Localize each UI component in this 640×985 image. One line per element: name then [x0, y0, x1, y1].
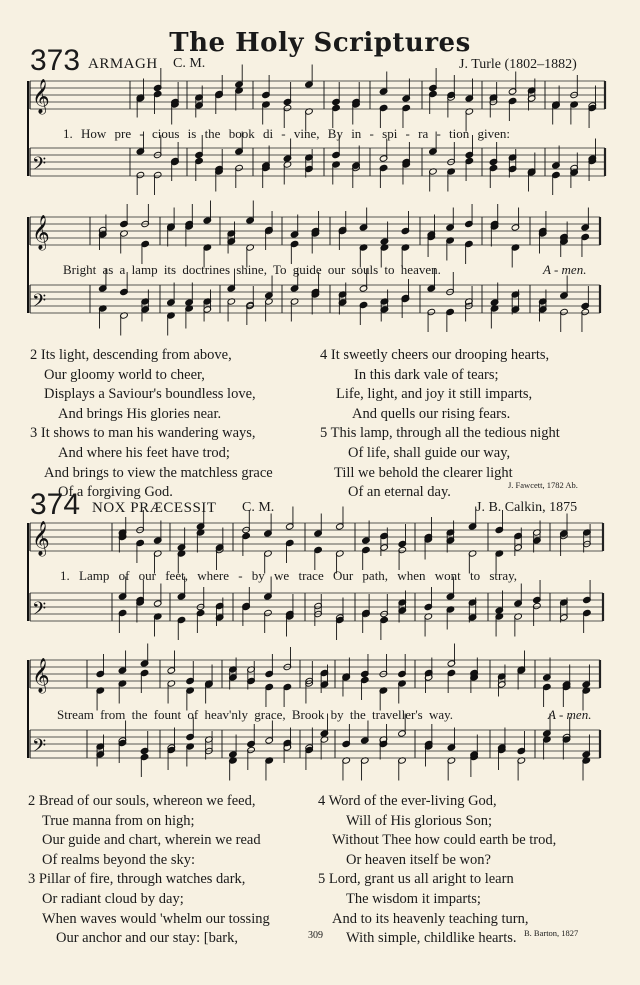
verse-line: Till we behold the clearer light: [334, 464, 513, 481]
bass-clef-icon: 𝄢: [32, 291, 47, 316]
verse-line: Our anchor and our stay: [bark,: [56, 930, 238, 947]
verse-line: And where his feet have trod;: [58, 444, 230, 461]
bass-clef-icon: 𝄢: [32, 599, 47, 624]
amen-label: A - men.: [548, 707, 592, 722]
meter: C. M.: [173, 56, 206, 71]
verse-line: 3 Pillar of fire, through watches dark,: [28, 871, 246, 888]
verses-left: [28, 792, 270, 949]
verse-line: Of an eternal day.: [348, 484, 451, 501]
lyric-line: Stream from the fount of heav'nly grace, Brook by the traveller's way.: [57, 707, 454, 722]
author-credit: B. Barton, 1827: [524, 928, 579, 938]
verse-line: In this dark vale of tears;: [354, 366, 499, 383]
lyric-line: Bright as a lamp its doctrines shine, To guide our souls to heaven.: [63, 262, 441, 277]
hymn-number: 374: [30, 488, 81, 521]
treble-clef-icon: 𝄞: [32, 521, 50, 556]
verse-line: And to its heavenly teaching turn,: [332, 910, 529, 927]
verse-line: Or heaven itself be won?: [346, 851, 491, 868]
verse-line: When waves would 'whelm our tossing: [42, 910, 270, 927]
verse-line: The wisdom it imparts;: [346, 890, 481, 907]
verse-line: Of realms beyond the sky:: [42, 851, 196, 868]
page-title: The Holy Scriptures: [169, 28, 471, 58]
verse-line: Of a forgiving God.: [58, 484, 173, 501]
amen-label: A - men.: [543, 262, 587, 277]
verse-line: 2 Its light, descending from above,: [30, 347, 232, 363]
treble-clef-icon: 𝄞: [32, 658, 50, 693]
verse-line: 4 Word of the ever-living God,: [318, 793, 497, 809]
verse-line: 5 This lamp, through all the tedious night: [320, 425, 560, 442]
bass-clef-icon: 𝄢: [32, 736, 47, 761]
verse-line: Or radiant cloud by day;: [42, 890, 184, 907]
verse-line: 2 Bread of our souls, whereon we feed,: [28, 793, 256, 809]
author-credit: J. Fawcett, 1782 Ab.: [508, 480, 578, 490]
verse-line: Displays a Saviour's boundless love,: [44, 386, 256, 403]
verse-line: With simple, childlike hearts.: [346, 930, 517, 947]
verse-line: And brings to view the matchless grace: [44, 464, 273, 481]
composer: J. Turle (1802–1882): [459, 57, 577, 72]
lyric-line: 1. Lamp of our feet, where - by we trace Our path, when wont to stray,: [60, 568, 518, 583]
verse-line: 4 It sweetly cheers our drooping hearts,: [320, 347, 550, 363]
verse-line: Our guide and chart, wherein we read: [42, 832, 261, 849]
page-number: 309: [308, 930, 323, 941]
bass-clef-icon: 𝄢: [32, 154, 47, 179]
verse-line: Without Thee how could earth be trod,: [332, 832, 557, 849]
verse-line: 3 It shows to man his wandering ways,: [30, 425, 256, 442]
composer: J. B. Calkin, 1875: [476, 500, 578, 515]
hymn-number: 373: [30, 44, 81, 77]
verse-line: Of life, shall guide our way,: [348, 444, 511, 461]
verse-line: Our gloomy world to cheer,: [44, 366, 205, 383]
treble-clef-icon: 𝄞: [32, 79, 50, 114]
tune-name: NOX PRÆCESSIT: [92, 500, 217, 516]
verse-line: True manna from on high;: [42, 812, 195, 829]
lyric-line: 1. How pre - cious is the book di - vine, By in - spi - ra - tion given:: [63, 126, 511, 141]
treble-clef-icon: 𝄞: [32, 215, 50, 250]
meter: C. M.: [242, 500, 275, 515]
verse-line: And quells our rising fears.: [352, 405, 511, 422]
verse-line: And brings His glories near.: [58, 405, 222, 422]
verse-line: Life, light, and joy it still imparts,: [336, 386, 533, 403]
verse-line: 5 Lord, grant us all aright to learn: [318, 871, 514, 888]
verses-right: [318, 792, 556, 949]
verses-left: [30, 346, 273, 503]
tune-name: ARMAGH: [88, 56, 158, 72]
verse-line: Will of His glorious Son;: [346, 812, 493, 829]
